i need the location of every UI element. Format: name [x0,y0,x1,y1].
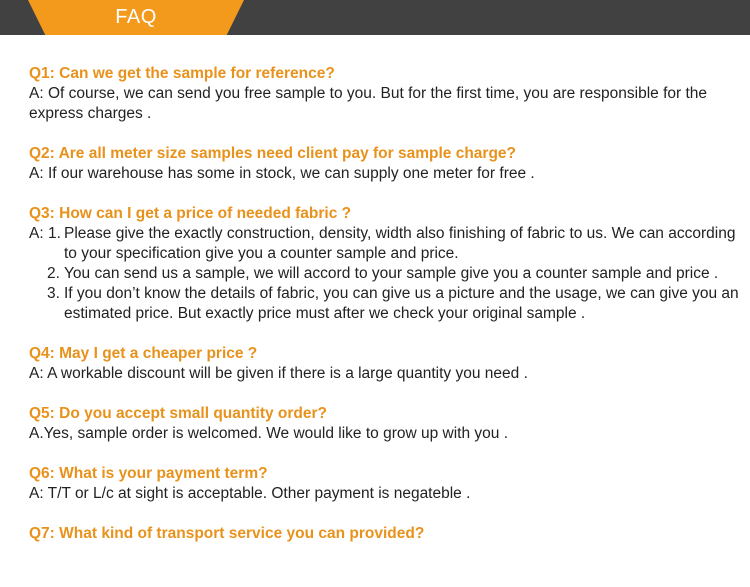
faq-answer: A: Of course, we can send you free sample to you. But for the first time, you are responsible for the express charges . [29,85,708,122]
faq-answer-step [29,284,741,324]
step-number: A: 1. [29,225,61,242]
step-number: 2. [47,265,60,282]
faq-answer: A: A workable discount will be given if there is a large quantity you need . [29,365,528,382]
faq-answer: A.Yes, sample order is welcomed. We would like to grow up with you . [29,425,509,442]
faq-item-q2 [29,144,741,184]
faq-item-q6 [29,464,741,504]
faq-question: Q4: May I get a cheaper price ? [29,345,258,362]
faq-item-q5 [29,404,741,444]
faq-answer-step [29,264,741,284]
page-title: FAQ [115,6,157,28]
faq-item-q7 [29,524,741,544]
faq-item-q1 [29,64,741,124]
faq-question: Q1: Can we get the sample for reference? [29,65,335,82]
step-text: If you don’t know the details of fabric, you can give us a picture and the usage, we can give you an estimated price. But exactly price must after we check your original sample . [64,285,739,322]
faq-answer: A: If our warehouse has some in stock, we can supply one meter for free . [29,165,535,182]
faq-question: Q3: How can I get a price of needed fabric ? [29,205,352,222]
faq-question: Q2: Are all meter size samples need client pay for sample charge? [29,145,517,162]
step-text: Please give the exactly construction, density, width also finishing of fabric to us. We can according to your specification give you a counter sample and price. [64,225,736,262]
step-number: 3. [47,285,60,302]
faq-answer: A: T/T or L/c at sight is acceptable. Other payment is negateble . [29,485,471,502]
faq-question: Q6: What is your payment term? [29,465,268,482]
faq-answer-step [29,224,741,264]
step-text: You can send us a sample, we will accord to your sample give you a counter sample and price . [64,265,719,282]
faq-list [29,64,741,564]
faq-question: Q5: Do you accept small quantity order? [29,405,328,422]
faq-item-q3 [29,204,741,324]
faq-item-q4 [29,344,741,384]
faq-answer-list [29,224,741,324]
faq-question: Q7: What kind of transport service you can provided? [29,525,425,542]
